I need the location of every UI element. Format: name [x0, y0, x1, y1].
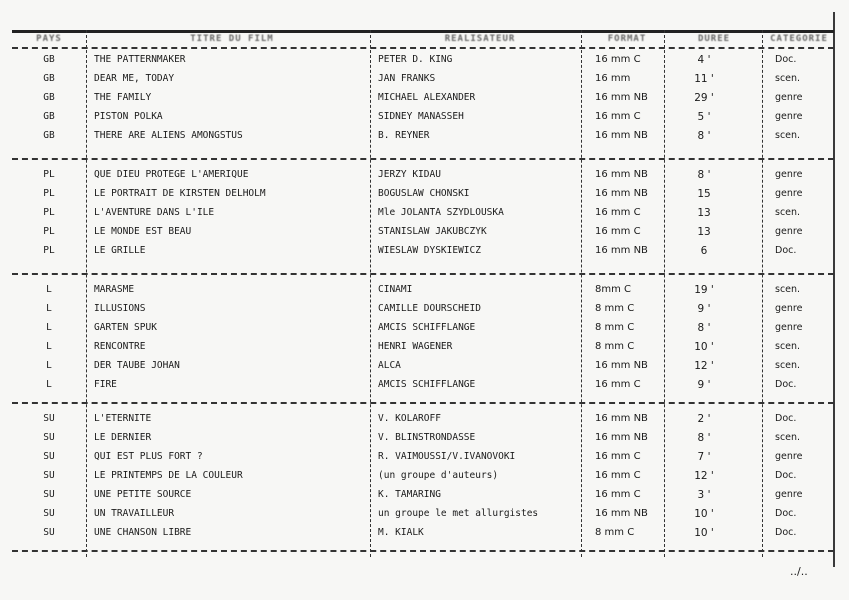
format-cell: 16 mm: [595, 73, 631, 84]
genre-cell: Doc.: [775, 508, 797, 519]
title-cell: LE MONDE EST BEAU: [94, 226, 192, 237]
duration-cell: 19 ': [694, 284, 714, 296]
country-cell: SU: [43, 451, 55, 462]
country-cell: SU: [43, 527, 55, 538]
director-cell: B. REYNER: [378, 130, 430, 141]
genre-cell: scen.: [775, 284, 801, 295]
title-cell: LE GRILLE: [94, 245, 146, 256]
director-cell: un groupe le met allurgistes: [378, 508, 539, 519]
duration-cell: 10 ': [694, 341, 714, 353]
format-cell: 16 mm C: [595, 489, 641, 500]
country-cell: PL: [43, 207, 55, 218]
title-cell: FIRE: [94, 379, 117, 390]
title-cell: UNE CHANSON LIBRE: [94, 527, 192, 538]
table-row: [12, 376, 834, 394]
table-row: [12, 223, 834, 241]
country-cell: PL: [43, 226, 55, 237]
duration-cell: 3 ': [697, 489, 711, 501]
title-cell: QUE DIEU PROTEGE L'AMERIQUE: [94, 169, 249, 180]
table-row: [12, 204, 834, 222]
table-row: [12, 524, 834, 542]
genre-cell: genre: [775, 451, 803, 462]
duration-cell: 29 ': [694, 92, 714, 104]
header-title: TITRE DU FILM: [190, 34, 274, 44]
table-bottom-border: [12, 550, 834, 552]
duration-cell: 7 ': [697, 451, 711, 463]
duration-cell: 12 ': [694, 360, 714, 372]
title-cell: DER TAUBE JOHAN: [94, 360, 180, 371]
header-separator: [12, 47, 834, 49]
format-cell: 16 mm C: [595, 470, 641, 481]
group-separator: [12, 402, 834, 404]
director-cell: WIESLAW DYSKIEWICZ: [378, 245, 481, 256]
format-cell: 16 mm NB: [595, 130, 648, 141]
duration-cell: 11 ': [694, 73, 714, 85]
format-cell: 16 mm NB: [595, 169, 648, 180]
format-cell: 8 mm C: [595, 303, 635, 314]
format-cell: 8 mm C: [595, 341, 635, 352]
genre-cell: genre: [775, 322, 803, 333]
country-cell: PL: [43, 245, 55, 256]
title-cell: UN TRAVAILLEUR: [94, 508, 175, 519]
director-cell: AMCIS SCHIFFLANGE: [378, 322, 476, 333]
title-cell: THE FAMILY: [94, 92, 152, 103]
title-cell: DEAR ME, TODAY: [94, 73, 175, 84]
director-cell: CAMILLE DOURSCHEID: [378, 303, 481, 314]
director-cell: R. VAIMOUSSI/V.IVANOVOKI: [378, 451, 516, 462]
duration-cell: 8 ': [697, 130, 711, 142]
director-cell: BOGUSLAW CHONSKI: [378, 188, 470, 199]
country-cell: L: [46, 303, 52, 314]
country-cell: GB: [43, 73, 55, 84]
title-cell: UNE PETITE SOURCE: [94, 489, 192, 500]
genre-cell: scen.: [775, 207, 801, 218]
country-cell: GB: [43, 130, 55, 141]
title-cell: LE PORTRAIT DE KIRSTEN DELHOLM: [94, 188, 266, 199]
director-cell: PETER D. KING: [378, 54, 453, 65]
table-row: [12, 242, 834, 260]
table-row: [12, 89, 834, 107]
format-cell: 8mm C: [595, 284, 632, 295]
director-cell: (un groupe d'auteurs): [378, 470, 499, 481]
format-cell: 16 mm C: [595, 207, 641, 218]
country-cell: L: [46, 379, 52, 390]
director-cell: AMCIS SCHIFFLANGE: [378, 379, 476, 390]
table-row: [12, 70, 834, 88]
duration-cell: 9 ': [697, 379, 711, 391]
genre-cell: Doc.: [775, 413, 797, 424]
country-cell: GB: [43, 111, 55, 122]
country-cell: PL: [43, 188, 55, 199]
group-separator: [12, 273, 834, 275]
format-cell: 16 mm C: [595, 379, 641, 390]
title-cell: LE PRINTEMPS DE LA COULEUR: [94, 470, 243, 481]
format-cell: 16 mm C: [595, 54, 641, 65]
genre-cell: scen.: [775, 73, 801, 84]
table-row: [12, 338, 834, 356]
table-row: [12, 429, 834, 447]
duration-cell: 12 ': [694, 470, 714, 482]
table-row: [12, 319, 834, 337]
country-cell: PL: [43, 169, 55, 180]
director-cell: V. BLINSTRONDASSE: [378, 432, 476, 443]
duration-cell: 10 ': [694, 508, 714, 520]
genre-cell: scen.: [775, 360, 801, 371]
title-cell: MARASME: [94, 284, 135, 295]
duration-cell: 13: [697, 207, 711, 219]
group-separator: [12, 158, 834, 160]
format-cell: 16 mm NB: [595, 245, 648, 256]
genre-cell: Doc.: [775, 379, 797, 390]
header-country: PAYS: [36, 34, 62, 44]
header-genre: CATEGORIE: [770, 34, 828, 44]
title-cell: GARTEN SPUK: [94, 322, 157, 333]
genre-cell: scen.: [775, 432, 801, 443]
genre-cell: genre: [775, 111, 803, 122]
country-cell: L: [46, 322, 52, 333]
director-cell: M. KIALK: [378, 527, 424, 538]
director-cell: CINAMI: [378, 284, 413, 295]
country-cell: SU: [43, 470, 55, 481]
table-row: [12, 357, 834, 375]
director-cell: MICHAEL ALEXANDER: [378, 92, 476, 103]
director-cell: Mle JOLANTA SZYDLOUSKA: [378, 207, 504, 218]
format-cell: 8 mm C: [595, 527, 635, 538]
table-row: [12, 127, 834, 145]
format-cell: 16 mm NB: [595, 432, 648, 443]
director-cell: ALCA: [378, 360, 401, 371]
title-cell: LE DERNIER: [94, 432, 152, 443]
genre-cell: Doc.: [775, 245, 797, 256]
country-cell: GB: [43, 92, 55, 103]
duration-cell: 9 ': [697, 303, 711, 315]
country-cell: L: [46, 284, 52, 295]
duration-cell: 15: [697, 188, 711, 200]
format-cell: 16 mm NB: [595, 188, 648, 199]
duration-cell: 5 ': [697, 111, 711, 123]
table-row: [12, 505, 834, 523]
format-cell: 16 mm C: [595, 451, 641, 462]
table-row: [12, 467, 834, 485]
duration-cell: 8 ': [697, 169, 711, 181]
title-cell: L'AVENTURE DANS L'ILE: [94, 207, 215, 218]
duration-cell: 2 ': [697, 413, 711, 425]
director-cell: JAN FRANKS: [378, 73, 436, 84]
genre-cell: scen.: [775, 130, 801, 141]
table-row: [12, 281, 834, 299]
format-cell: 16 mm NB: [595, 92, 648, 103]
genre-cell: Doc.: [775, 54, 797, 65]
header-duration: DUREE: [697, 34, 731, 44]
title-cell: QUI EST PLUS FORT ?: [94, 451, 203, 462]
title-cell: RENCONTRE: [94, 341, 146, 352]
country-cell: L: [46, 360, 52, 371]
table-row: [12, 108, 834, 126]
continuation-mark: ../..: [790, 565, 808, 578]
director-cell: V. KOLAROFF: [378, 413, 441, 424]
film-table: [12, 30, 834, 557]
duration-cell: 4 ': [697, 54, 711, 66]
table-row: [12, 51, 834, 69]
format-cell: 16 mm NB: [595, 360, 648, 371]
country-cell: L: [46, 341, 52, 352]
genre-cell: genre: [775, 303, 803, 314]
duration-cell: 8 ': [697, 322, 711, 334]
duration-cell: 10 ': [694, 527, 714, 539]
table-header: [12, 32, 834, 46]
format-cell: 16 mm NB: [595, 413, 648, 424]
genre-cell: Doc.: [775, 470, 797, 481]
format-cell: 16 mm NB: [595, 508, 648, 519]
duration-cell: 6: [700, 245, 708, 257]
title-cell: ILLUSIONS: [94, 303, 146, 314]
table-row: [12, 448, 834, 466]
genre-cell: genre: [775, 489, 803, 500]
director-cell: K. TAMARING: [378, 489, 441, 500]
genre-cell: genre: [775, 226, 803, 237]
title-cell: L'ETERNITE: [94, 413, 152, 424]
genre-cell: Doc.: [775, 527, 797, 538]
format-cell: 16 mm C: [595, 226, 641, 237]
director-cell: STANISLAW JAKUBCZYK: [378, 226, 487, 237]
title-cell: THE PATTERNMAKER: [94, 54, 186, 65]
title-cell: THERE ARE ALIENS AMONGSTUS: [94, 130, 243, 141]
country-cell: SU: [43, 432, 55, 443]
header-format: FORMAT: [607, 34, 647, 44]
table-row: [12, 300, 834, 318]
genre-cell: genre: [775, 92, 803, 103]
table-row: [12, 166, 834, 184]
duration-cell: 13: [697, 226, 711, 238]
country-cell: SU: [43, 508, 55, 519]
director-cell: HENRI WAGENER: [378, 341, 453, 352]
duration-cell: 8 ': [697, 432, 711, 444]
table-row: [12, 410, 834, 428]
country-cell: GB: [43, 54, 55, 65]
format-cell: 8 mm C: [595, 322, 635, 333]
table-row: [12, 486, 834, 504]
format-cell: 16 mm C: [595, 111, 641, 122]
header-director: REALISATEUR: [444, 34, 516, 44]
director-cell: SIDNEY MANASSEH: [378, 111, 464, 122]
country-cell: SU: [43, 489, 55, 500]
director-cell: JERZY KIDAU: [378, 169, 441, 180]
country-cell: SU: [43, 413, 55, 424]
table-row: [12, 185, 834, 203]
genre-cell: genre: [775, 169, 803, 180]
genre-cell: genre: [775, 188, 803, 199]
title-cell: PISTON POLKA: [94, 111, 163, 122]
genre-cell: scen.: [775, 341, 801, 352]
